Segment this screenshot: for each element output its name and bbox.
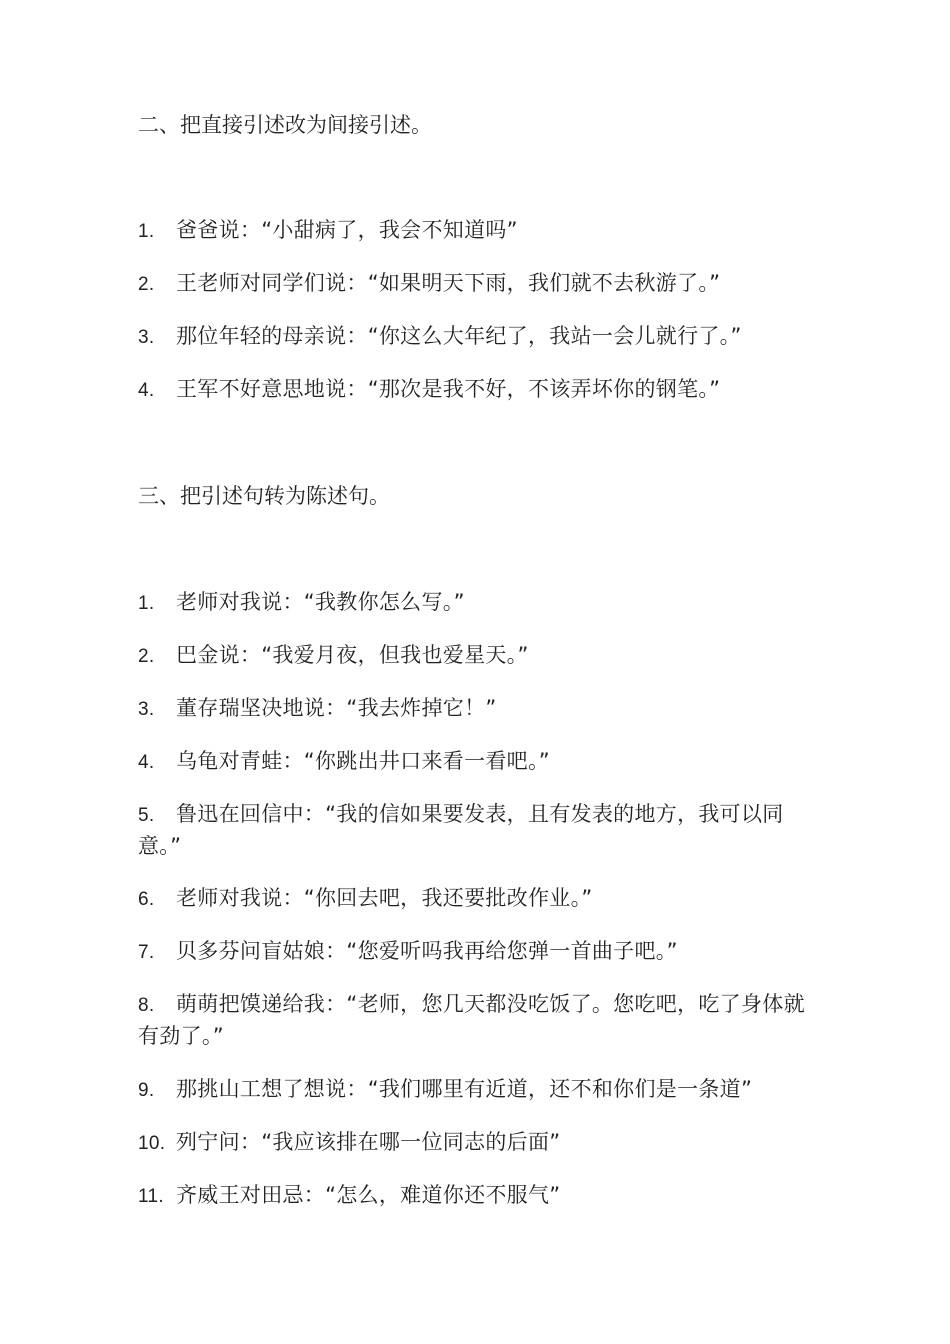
item-number: 5. — [138, 805, 155, 826]
item-number: 7. — [138, 942, 155, 963]
item-text: 鲁迅在回信中：“我的信如果要发表，且有发表的地方，我可以同意。” — [138, 802, 784, 858]
item-text: 巴金说：“我爱月夜，但我也爱星天。” — [176, 643, 529, 667]
list-item — [138, 746, 806, 778]
list-item — [138, 268, 806, 300]
item-number: 3. — [138, 327, 155, 348]
list-item — [138, 989, 806, 1052]
item-number: 8. — [138, 995, 155, 1016]
list-item — [138, 321, 806, 353]
item-text: 那位年轻的母亲说：“你这么大年纪了，我站一会儿就行了。” — [176, 324, 742, 348]
item-number: 9. — [138, 1080, 155, 1101]
item-text: 王军不好意思地说：“那次是我不好，不该弄坏你的钢笔。” — [176, 377, 721, 401]
item-number: 10. — [138, 1133, 166, 1154]
item-text: 爸爸说：“小甜病了，我会不知道吗” — [176, 218, 518, 242]
list-item — [138, 1180, 806, 1212]
item-text: 齐威王对田忌：“怎么，难道你还不服气” — [176, 1183, 561, 1207]
list-item — [138, 215, 806, 247]
list-item — [138, 1074, 806, 1106]
item-text: 老师对我说：“你回去吧，我还要批改作业。” — [176, 886, 593, 910]
list-item — [138, 883, 806, 915]
list-item — [138, 936, 806, 968]
section-2-heading: 二、把直接引述改为间接引述。 — [138, 113, 432, 137]
item-text: 王老师对同学们说：“如果明天下雨，我们就不去秋游了。” — [176, 271, 721, 295]
item-number: 1. — [138, 221, 155, 242]
item-text: 贝多芬问盲姑娘：“您爱听吗我再给您弹一首曲子吧。” — [176, 939, 678, 963]
list-item — [138, 587, 806, 619]
item-number: 4. — [138, 752, 155, 773]
item-text: 乌龟对青蛙：“你跳出井口来看一看吧。” — [176, 749, 550, 773]
item-number: 1. — [138, 593, 155, 614]
item-text: 萌萌把馍递给我：“老师，您几天都没吃饭了。您吃吧，吃了身体就有劲了。” — [138, 992, 805, 1048]
item-text: 董存瑞坚决地说：“我去炸掉它！” — [176, 696, 497, 720]
section-3-heading: 三、把引述句转为陈述句。 — [138, 484, 390, 508]
item-number: 4. — [138, 380, 155, 401]
item-number: 2. — [138, 646, 155, 667]
list-item — [138, 374, 806, 406]
list-item — [138, 693, 806, 725]
item-text: 老师对我说：“我教你怎么写。” — [176, 590, 465, 614]
item-number: 2. — [138, 274, 155, 295]
list-item — [138, 1127, 806, 1159]
item-text: 列宁问：“我应该排在哪一位同志的后面” — [176, 1130, 561, 1154]
item-number: 6. — [138, 889, 155, 910]
item-text: 那挑山工想了想说：“我们哪里有近道，还不和你们是一条道” — [176, 1077, 753, 1101]
item-number: 11. — [138, 1186, 164, 1207]
list-item — [138, 640, 806, 672]
item-number: 3. — [138, 699, 155, 720]
list-item — [138, 799, 806, 862]
